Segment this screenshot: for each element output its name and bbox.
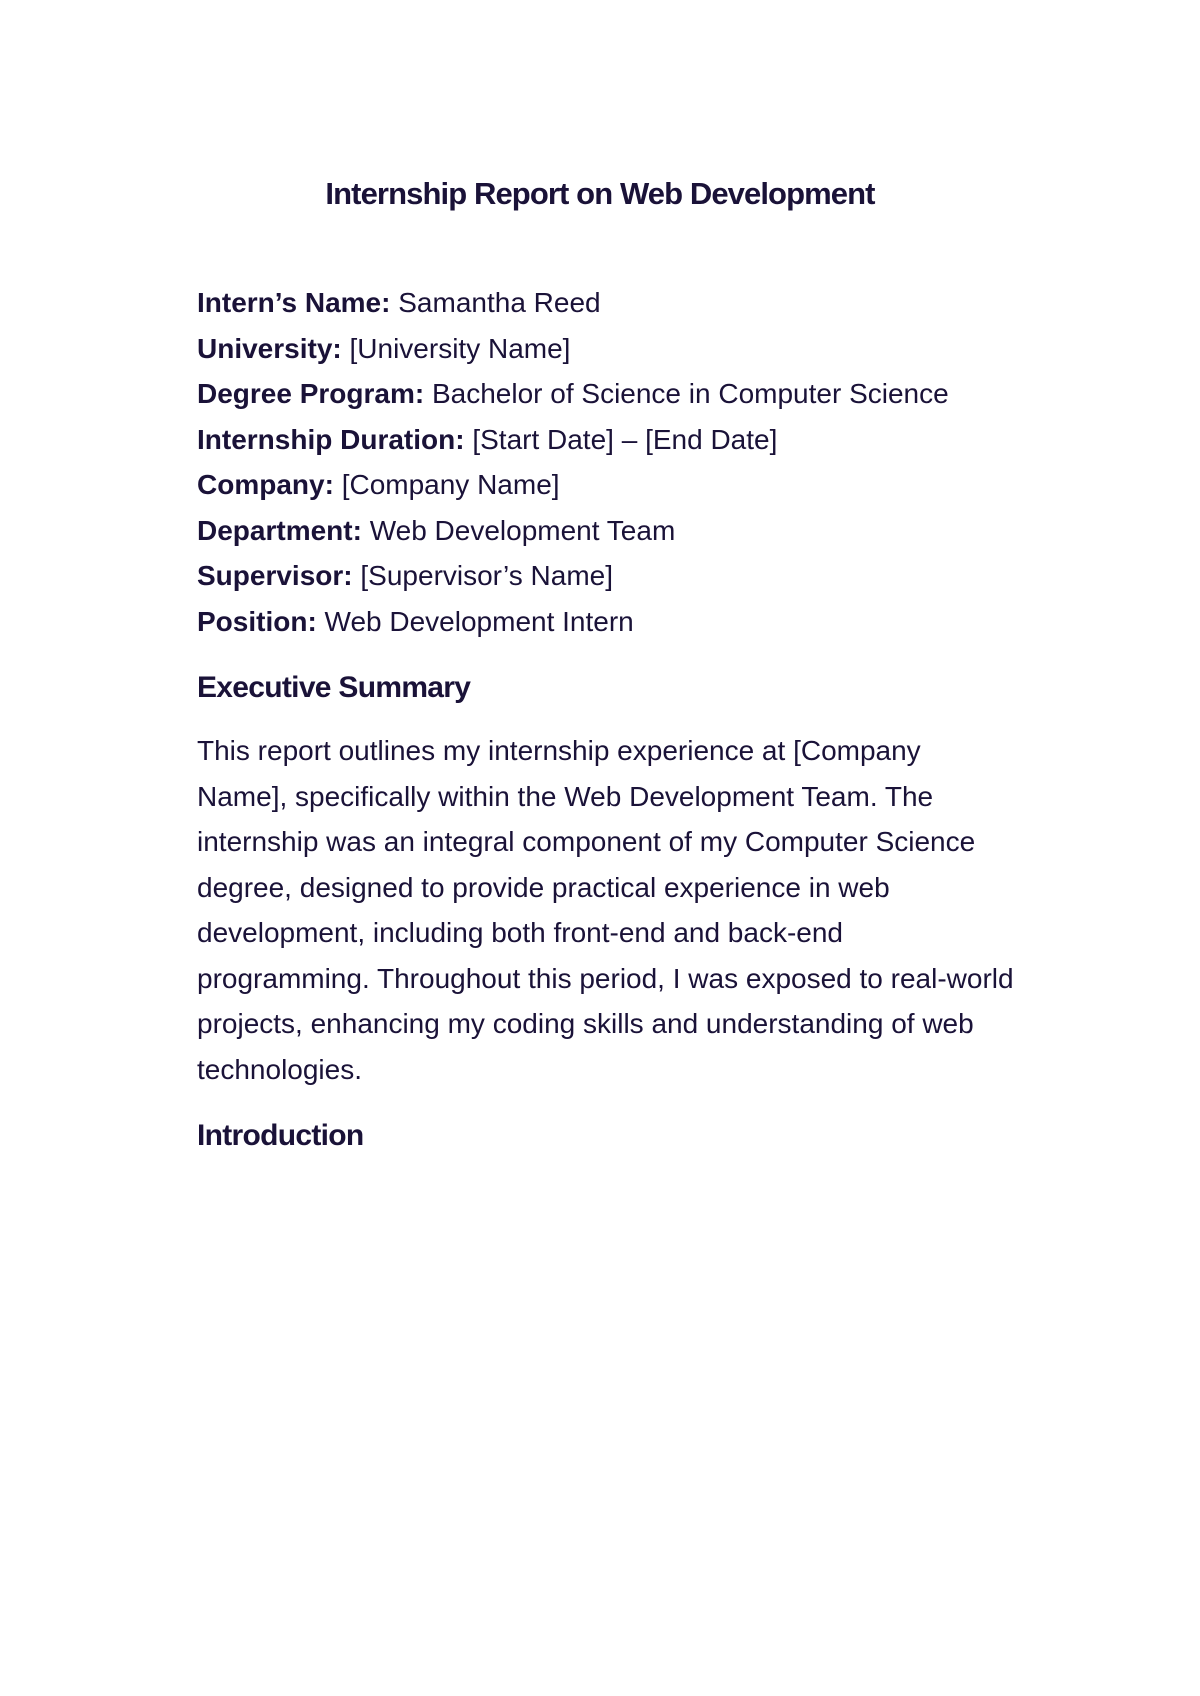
detail-label: Degree Program: bbox=[197, 378, 425, 409]
detail-label: Company: bbox=[197, 469, 334, 500]
detail-label: Supervisor: bbox=[197, 560, 353, 591]
detail-company bbox=[197, 462, 1017, 508]
document-title: Internship Report on Web Development bbox=[325, 176, 875, 211]
detail-label: Department: bbox=[197, 514, 362, 546]
document-content bbox=[197, 280, 1017, 1156]
detail-label: Intern’s Name: bbox=[197, 287, 391, 318]
detail-value: [University Name] bbox=[349, 332, 571, 364]
detail-value: [Start Date] – [End Date] bbox=[472, 423, 778, 455]
detail-value: Web Development Team bbox=[369, 514, 676, 546]
detail-value: Bachelor of Science in Computer Science bbox=[431, 378, 949, 409]
detail-label: Internship Duration: bbox=[197, 423, 465, 455]
detail-value: [Supervisor’s Name] bbox=[360, 560, 614, 591]
detail-department bbox=[197, 508, 1017, 554]
intern-details bbox=[197, 280, 1017, 644]
detail-label: Position: bbox=[197, 605, 317, 637]
detail-intern-name bbox=[197, 280, 1017, 326]
detail-internship-duration bbox=[197, 417, 1017, 463]
introduction-heading: Introduction bbox=[197, 1119, 364, 1152]
detail-label: University: bbox=[197, 332, 342, 364]
detail-position bbox=[197, 599, 1017, 645]
detail-degree-program bbox=[197, 371, 957, 417]
detail-value: Web Development Intern bbox=[324, 605, 634, 637]
detail-value: [Company Name] bbox=[341, 469, 560, 500]
executive-summary-heading: Executive Summary bbox=[197, 671, 471, 704]
detail-university bbox=[197, 326, 1017, 372]
detail-value: Samantha Reed bbox=[398, 287, 601, 318]
detail-supervisor bbox=[197, 553, 1017, 599]
executive-summary-paragraph: This report outlines my internship experience at [Company Name], specifically within the Web Development Team. The internship was an integral component of my Computer Science degree, designed to provide practical experience in web development, including both front-end and back-end programming. Throughout this period, I was exposed to real-world projects, enhancing my coding skills and understanding of web technologies. bbox=[197, 735, 1014, 1085]
